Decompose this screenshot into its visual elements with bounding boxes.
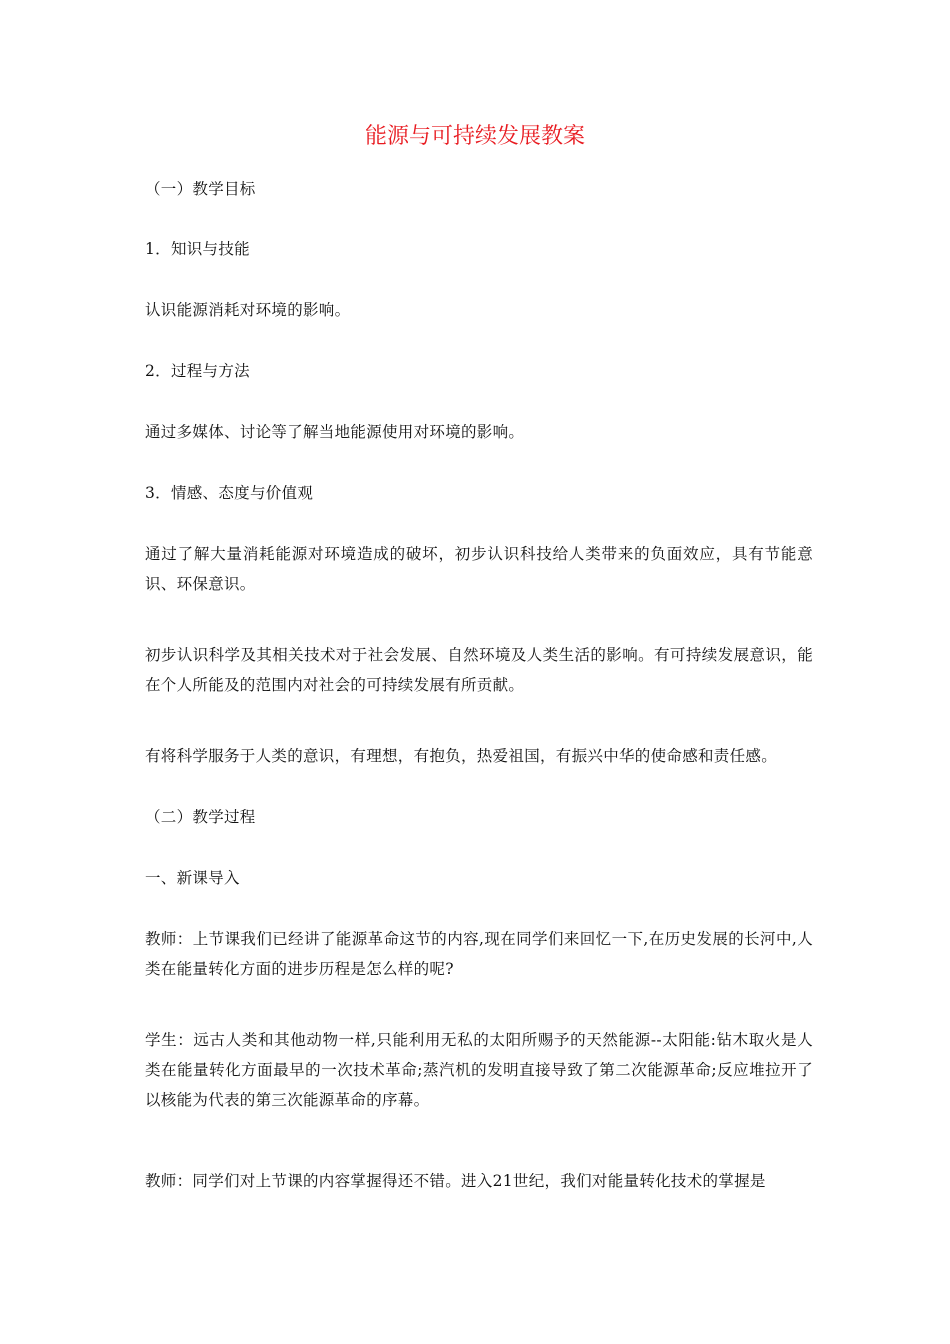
paragraph: 初步认识科学及其相关技术对于社会发展、自然环境及人类生活的影响。有可持续发展意识，能在个人所能及的范围内对社会的可持续发展有所贡献。	[145, 646, 813, 694]
dialogue-paragraph: 教师：上节课我们已经讲了能源革命这节的内容,现在同学们来回忆一下,在历史发展的长河中,人类在能量转化方面的进步历程是怎么样的呢?	[145, 930, 813, 978]
subheading-emotion-attitude-values: 3．情感、态度与价值观	[145, 484, 314, 502]
paragraph: 有将科学服务于人类的意识，有理想，有抱负，热爱祖国，有振兴中华的使命感和责任感。	[145, 747, 778, 765]
subheading-knowledge-skills: 1．知识与技能	[145, 240, 250, 258]
subheading-introduction: 一、新课导入	[145, 869, 240, 887]
paragraph: 认识能源消耗对环境的影响。	[145, 301, 351, 319]
paragraph: 通过了解大量消耗能源对环境造成的破坏，初步认识科技给人类带来的负面效应，具有节能意识、环保意识。	[145, 545, 813, 593]
paragraph: 通过多媒体、讨论等了解当地能源使用对环境的影响。	[145, 423, 525, 441]
subheading-process-methods: 2．过程与方法	[145, 362, 250, 380]
section-heading-process: （二）教学过程	[145, 808, 256, 826]
dialogue-paragraph: 教师：同学们对上节课的内容掌握得还不错。进入21世纪，我们对能量转化技术的掌握是	[145, 1172, 766, 1190]
dialogue-paragraph: 学生：远古人类和其他动物一样,只能利用无私的太阳所赐予的天然能源--太阳能:钻木取火是人类在能量转化方面最早的一次技术革命;蒸汽机的发明直接导致了第二次能源革命;反应堆拉开了以核能为代表的第三次能源革命的序幕。	[145, 1031, 813, 1109]
section-heading-objectives: （一）教学目标	[145, 180, 256, 198]
document-title: 能源与可持续发展教案	[364, 124, 585, 149]
